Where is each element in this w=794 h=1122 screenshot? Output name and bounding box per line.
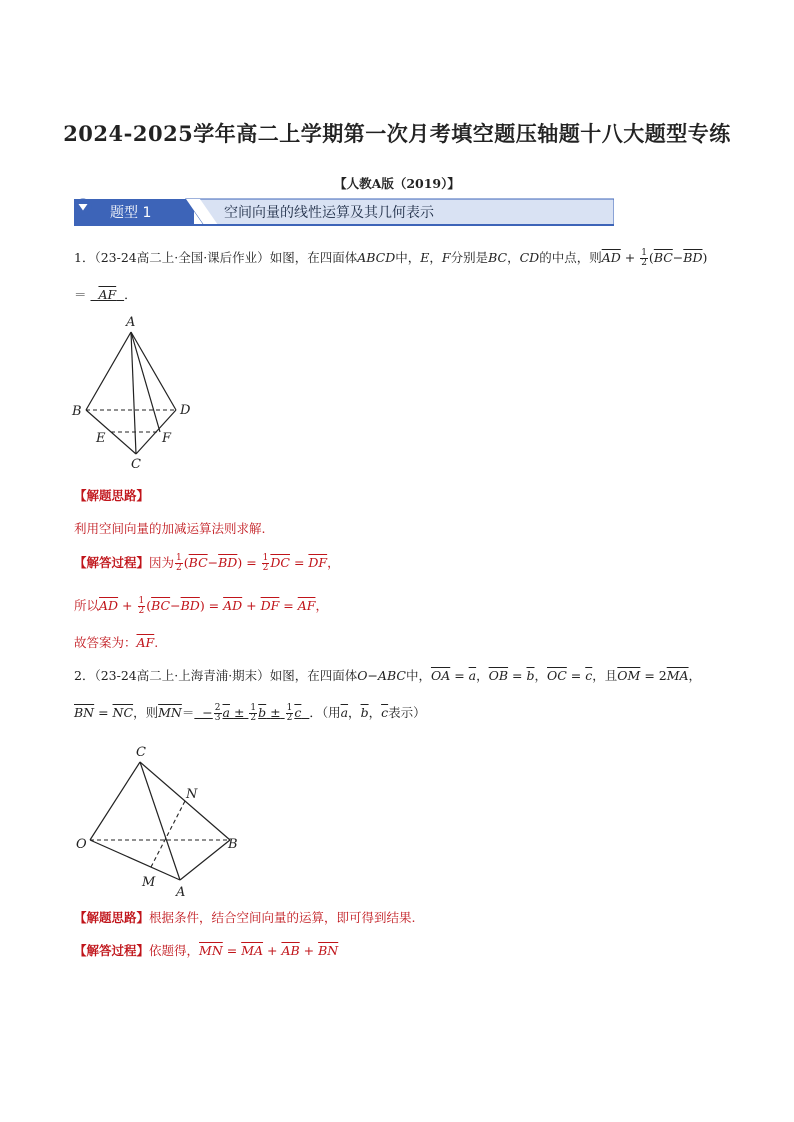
q2-label-m: M — [142, 875, 156, 890]
q1-proc2-vec-df: $\overline{DF}$ — [260, 598, 280, 613]
q2-vec-mn: $\overline{MN}$ — [158, 705, 182, 720]
q2-two: 2 — [658, 668, 667, 683]
q1-final-answer: $\overline{AF}$ — [136, 635, 155, 650]
q1-proc-minus: − — [207, 555, 219, 570]
q1-final-head: 故答案为： — [74, 635, 137, 650]
q1-tetra: ABCD — [357, 250, 396, 265]
q1-eq: ＝ — [74, 287, 87, 302]
q2-proc-vec-ab: $\overline{AB}$ — [281, 943, 300, 958]
q2-vec-a: $\overline{a}$ — [468, 668, 477, 683]
q2-idea: 根据条件，结合空间向量的运算，即可得到结果. — [149, 910, 416, 925]
q2-ans-frac-b-num: 1 — [250, 703, 257, 713]
q1-bc: BC — [488, 250, 508, 265]
q2-label-o: O — [76, 837, 87, 852]
q2-ans-frac-a — [214, 704, 222, 723]
q1-stem-line2 — [74, 285, 137, 305]
q1-proc-half3-num: 1 — [138, 596, 145, 606]
q2-stem-line2: $\overline{BN} = \overline{NC}$，则$\overline{MN}=$ − $\frac{2}{3}$ a ± $\frac{1}{2}$ b ± $\frac{1}{2}$ c ．（用$\overline{a}$，$\overline{b}$，$\overline{c}$表示） — [74, 703, 426, 723]
q2-answer-blank: − $\frac{2}{3}$ a ± $\frac{1}{2}$ b ± $\frac{1}{2}$ c — [194, 703, 302, 723]
q1-minus: − — [672, 250, 684, 265]
q2-tetrahedron-figure — [72, 740, 252, 900]
q1-half-den: 2 — [641, 258, 647, 268]
q1-proc-half-den: 2 — [176, 563, 182, 573]
q2-vec-b: $\overline{b}$ — [526, 668, 535, 683]
q2-label-n: N — [186, 787, 198, 802]
q1-proc-head: 【解答过程】 — [74, 555, 150, 570]
q1-proc-half-num: 1 — [176, 553, 182, 563]
q1-vec-bd: $\overline{BD}$ — [683, 250, 703, 265]
q2-ans-frac-c-den: 2 — [286, 713, 293, 723]
q2-proc-text: 依题得， — [149, 943, 200, 958]
q1-tetrahedron-figure — [70, 312, 200, 472]
q1-label-e: E — [96, 431, 106, 446]
q1-proc-vec-ad: $\overline{AD}$ — [99, 598, 119, 613]
q1-proc2-minus: − — [170, 598, 181, 613]
q2-proc-vec-ma: $\overline{MA}$ — [241, 943, 264, 958]
q2-hint-b: $\overline{b}$ — [360, 705, 369, 720]
q1-proc-vec-bc: $\overline{BC}$ — [188, 555, 208, 570]
q2-tetra: O−ABC — [357, 668, 406, 683]
q1-text: 分别是 — [450, 250, 489, 265]
q2-source: （23-24高二上·上海青浦·期末） — [94, 668, 270, 683]
q2-ans-frac-c-num: 1 — [286, 703, 293, 713]
q1-source: （23-24高二上·全国·课后作业） — [94, 250, 270, 265]
q1-proc2-vec-ad: $\overline{AD}$ — [223, 598, 243, 613]
q2-ans-vec-a: a — [222, 705, 230, 720]
q2-stem-line1: 2．（23-24高二上·上海青浦·期末）如图，在四面体O−ABC中，$\overline{OA} = \overline{a}$，$\overline{OB} = \overline{b}$，$\overline{OC} = \overline{c}$，且$\overline{OM} = 2\overline{MA}$， — [74, 668, 702, 683]
chevron-down-icon[interactable] — [74, 198, 92, 216]
q2-text: 中， — [405, 668, 431, 683]
q1-process-line2: 所以$\overline{AD}$ + $\frac{1}{2}$ $(\overline{BC}-\overline{BD}) = \overline{AD} + \overline{DF} = \overline{AF}$， — [74, 596, 328, 616]
section-banner — [74, 198, 614, 226]
q2-idea-head: 【解题思路】 — [74, 910, 150, 925]
banner-topic: 空间向量的线性运算及其几何表示 — [224, 205, 434, 221]
q1-proc-half3 — [138, 597, 146, 616]
q2-ans-frac-b — [249, 704, 257, 723]
q2-ans-frac-a-num: 2 — [214, 703, 221, 713]
q1-proc-half — [175, 554, 183, 573]
q1-proc-plus: + — [118, 598, 137, 613]
q1-half — [640, 249, 648, 268]
q2-ans-frac-a-den: 3 — [214, 713, 221, 723]
q1-proc2-vec-af: $\overline{AF}$ — [297, 598, 316, 613]
q1-stem-line1: 1．（23-24高二上·全国·课后作业）如图，在四面体ABCD中，E，F分别是BC，CD的中点，则$\overline{AD}$ + $\frac{1}{2}$ $(\overline{BC}-\overline{BD})$ — [74, 248, 708, 268]
q2-hint-a: $\overline{a}$ — [340, 705, 349, 720]
q1-period: ． — [124, 287, 137, 302]
q1-proc2-vec-bc: $\overline{BC}$ — [151, 598, 171, 613]
q1-idea-head: 【解题思路】 — [74, 488, 150, 503]
q1-final: 故答案为：$\overline{AF}$. — [74, 635, 159, 650]
q1-label-a: A — [126, 315, 136, 330]
q2-proc-head: 【解答过程】 — [74, 943, 150, 958]
q2-pm: ± — [233, 705, 245, 720]
q1-e: E — [420, 250, 430, 265]
q1-comma: ， — [507, 250, 520, 265]
q1-text: 如图，在四面体 — [269, 250, 358, 265]
q1-proc-half2-num: 1 — [262, 553, 269, 563]
q1-proc-vec-dc: $\overline{DC}$ — [270, 555, 290, 570]
q2-vec-c: $\overline{c}$ — [585, 668, 593, 683]
q1-proc-half2-den: 2 — [262, 563, 269, 573]
q1-proc-so: 所以 — [74, 598, 100, 613]
q1-text: 中， — [395, 250, 421, 265]
q2-hint-end: 表示） — [388, 705, 426, 720]
q1-half-num: 1 — [641, 248, 647, 258]
q1-number: 1． — [74, 250, 95, 265]
q2-ans-vec-c: c — [294, 705, 302, 720]
q1-label-c: C — [131, 457, 141, 472]
q1-vec-bc: $\overline{BC}$ — [653, 250, 673, 265]
q2-hint-c: $\overline{c}$ — [381, 705, 389, 720]
q2-then: 则 — [145, 705, 159, 720]
q1-label-d: D — [180, 403, 191, 418]
q1-proc-half2 — [262, 554, 270, 573]
q2-proc-vec-mn: $\overline{MN}$ — [199, 943, 223, 958]
q2-label-c: C — [136, 745, 146, 760]
q2-vec-ma: $\overline{MA}$ — [666, 668, 689, 683]
q1-proc-vec-df: $\overline{DF}$ — [308, 555, 328, 570]
q2-vec-oa: $\overline{OA}$ — [430, 668, 451, 683]
q2-vec-nc: $\overline{NC}$ — [112, 705, 134, 720]
q2-process-line: 【解答过程】依题得，$\overline{MN} = \overline{MA} + \overline{AB} + \overline{BN}$ — [74, 943, 339, 958]
q2-hint: ．（用 — [309, 705, 341, 720]
q1-proc2-vec-bd: $\overline{BD}$ — [180, 598, 200, 613]
q2-text: 如图，在四面体 — [269, 668, 358, 683]
edition-label: 【人教A版（2019）】 — [334, 176, 460, 191]
q1-process-line1: 【解答过程】因为 $\frac{1}{2}$ $(\overline{BC}-\overline{BD})$ = $\frac{1}{2}$ $\overline{DC} = \overline{DF}$， — [74, 553, 340, 573]
q1-idea: 利用空间向量的加减运算法则求解. — [74, 521, 266, 536]
q2-vec-ob: $\overline{OB}$ — [488, 668, 509, 683]
q1-answer-blank — [91, 287, 125, 302]
q2-proc-vec-bn: $\overline{BN}$ — [318, 943, 339, 958]
q2-ans-vec-b: b — [258, 705, 267, 720]
q1-proc-vec-bd: $\overline{BD}$ — [218, 555, 238, 570]
q1-label-f: F — [162, 431, 172, 446]
q2-eq: ＝ — [181, 705, 195, 720]
q2-pm2: ± — [270, 705, 281, 720]
q1-proc2-plus: + — [242, 598, 261, 613]
q1-answer: AF — [98, 287, 117, 302]
q2-vec-oc: $\overline{OC}$ — [547, 668, 567, 683]
q1-cd: CD — [519, 250, 540, 265]
q2-vec-om: $\overline{OM}$ — [617, 668, 641, 683]
q1-label-b: B — [72, 404, 82, 419]
q2-ans-frac-c — [286, 704, 294, 723]
q1-vec-ad: $\overline{AD}$ — [601, 250, 621, 265]
document-title: 2024-2025学年高二上学期第一次月考填空题压轴题十八大题型专练 — [63, 121, 731, 146]
q2-and: 且 — [604, 668, 618, 683]
q2-vec-bn: $\overline{BN}$ — [74, 705, 95, 720]
q2-label-a: A — [176, 885, 186, 900]
q2-idea-line — [74, 908, 416, 928]
q1-proc-text: 因为 — [149, 555, 175, 570]
q1-plus: + — [620, 250, 640, 265]
q1-comma: ， — [429, 250, 442, 265]
banner-type-label: 题型 1 — [110, 205, 152, 221]
q2-label-b: B — [228, 837, 238, 852]
q1-proc-half3-den: 2 — [138, 606, 145, 616]
q1-f: F — [441, 250, 451, 265]
q2-ans-frac-b-den: 2 — [250, 713, 257, 723]
q1-text: 的中点，则 — [539, 250, 602, 265]
q2-number: 2． — [74, 668, 95, 683]
